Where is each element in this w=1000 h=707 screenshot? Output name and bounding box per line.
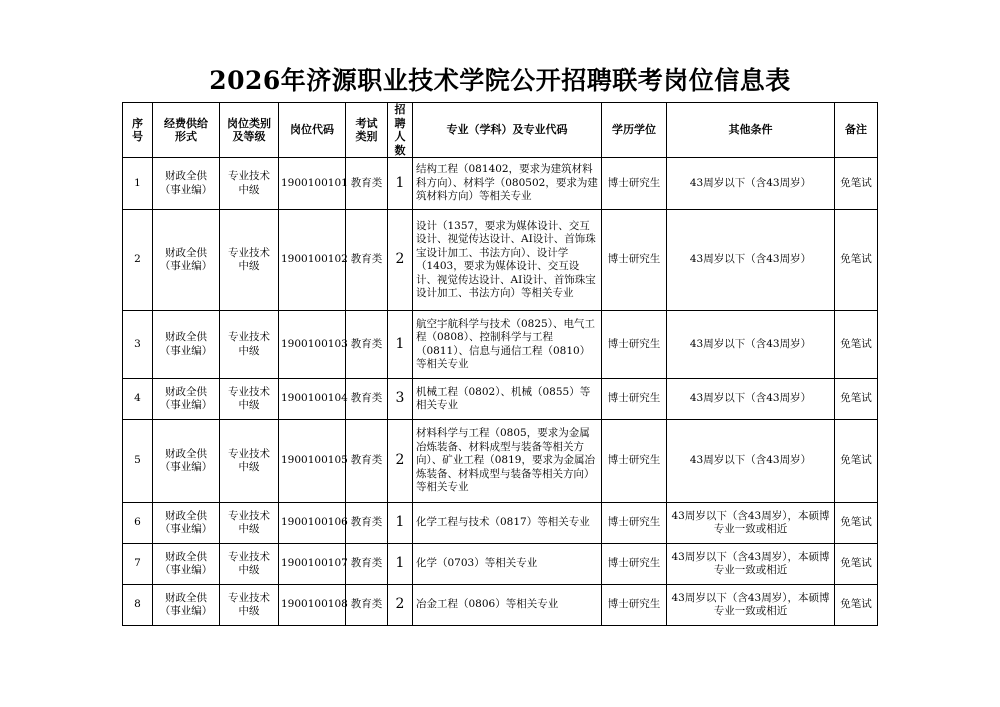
- cell-exam: 教育类: [346, 420, 388, 503]
- page-title: 2026年济源职业技术学院公开招聘联考岗位信息表: [209, 66, 791, 95]
- cell-degree: 博士研究生: [602, 311, 667, 379]
- cell-category: 专业技术 中级: [220, 158, 279, 210]
- position-table: [122, 102, 878, 626]
- cell-code: 1900100102: [279, 210, 346, 311]
- cell-other: 43周岁以下（含43周岁），本硕博专业一致或相近: [667, 503, 835, 544]
- cell-count: 1: [388, 158, 413, 210]
- header-row: [123, 103, 878, 158]
- cell-other: 43周岁以下（含43周岁），本硕博专业一致或相近: [667, 585, 835, 626]
- table-row: [123, 544, 878, 585]
- cell-degree: 博士研究生: [602, 585, 667, 626]
- cell-degree: 博士研究生: [602, 544, 667, 585]
- header-funding: 经费供给 形式: [153, 103, 220, 158]
- cell-other: 43周岁以下（含43周岁）: [667, 379, 835, 420]
- cell-major: 化学（0703）等相关专业: [413, 544, 602, 585]
- cell-count: 1: [388, 311, 413, 379]
- cell-funding: 财政全供 （事业编）: [153, 311, 220, 379]
- cell-exam: 教育类: [346, 379, 388, 420]
- cell-degree: 博士研究生: [602, 210, 667, 311]
- table-row: [123, 585, 878, 626]
- cell-count: 1: [388, 503, 413, 544]
- cell-category: 专业技术 中级: [220, 379, 279, 420]
- header-degree: 学历学位: [602, 103, 667, 158]
- cell-note: 免笔试: [835, 210, 878, 311]
- cell-category: 专业技术 中级: [220, 420, 279, 503]
- header-count: 招聘 人数: [388, 103, 413, 158]
- cell-note: 免笔试: [835, 544, 878, 585]
- cell-degree: 博士研究生: [602, 503, 667, 544]
- header-code: 岗位代码: [279, 103, 346, 158]
- cell-funding: 财政全供 （事业编）: [153, 210, 220, 311]
- cell-code: 1900100108: [279, 585, 346, 626]
- cell-note: 免笔试: [835, 420, 878, 503]
- cell-seq: 6: [123, 503, 153, 544]
- cell-category: 专业技术 中级: [220, 503, 279, 544]
- cell-funding: 财政全供 （事业编）: [153, 420, 220, 503]
- header-seq: 序 号: [123, 103, 153, 158]
- cell-exam: 教育类: [346, 210, 388, 311]
- cell-count: 1: [388, 544, 413, 585]
- cell-note: 免笔试: [835, 379, 878, 420]
- cell-count: 2: [388, 585, 413, 626]
- cell-code: 1900100107: [279, 544, 346, 585]
- cell-funding: 财政全供 （事业编）: [153, 158, 220, 210]
- cell-other: 43周岁以下（含43周岁），本硕博专业一致或相近: [667, 544, 835, 585]
- cell-exam: 教育类: [346, 544, 388, 585]
- cell-major: 机械工程（0802）、机械（0855）等 相关专业: [413, 379, 602, 420]
- cell-major: 航空宇航科学与技术（0825）、电气工程（0808）、控制科学与工程（0811）、信息与通信工程（0810）等相关专业: [413, 311, 602, 379]
- cell-seq: 5: [123, 420, 153, 503]
- cell-count: 2: [388, 420, 413, 503]
- cell-seq: 7: [123, 544, 153, 585]
- cell-degree: 博士研究生: [602, 379, 667, 420]
- cell-seq: 2: [123, 210, 153, 311]
- cell-seq: 4: [123, 379, 153, 420]
- cell-other: 43周岁以下（含43周岁）: [667, 420, 835, 503]
- cell-note: 免笔试: [835, 158, 878, 210]
- cell-exam: 教育类: [346, 158, 388, 210]
- cell-exam: 教育类: [346, 503, 388, 544]
- cell-major: 设计（1357，要求为媒体设计、交互设计、视觉传达设计、AI设计、首饰珠宝设计加工、书法方向）、设计学（1403，要求为媒体设计、交互设计、视觉传达设计、AI设计、首饰珠宝设计加工、书法方向）等相关专业: [413, 210, 602, 311]
- cell-exam: 教育类: [346, 311, 388, 379]
- cell-seq: 1: [123, 158, 153, 210]
- header-note: 备注: [835, 103, 878, 158]
- cell-category: 专业技术 中级: [220, 544, 279, 585]
- cell-seq: 8: [123, 585, 153, 626]
- cell-major: 冶金工程（0806）等相关专业: [413, 585, 602, 626]
- header-category: 岗位类别 及等级: [220, 103, 279, 158]
- header-other: 其他条件: [667, 103, 835, 158]
- cell-category: 专业技术 中级: [220, 311, 279, 379]
- cell-other: 43周岁以下（含43周岁）: [667, 158, 835, 210]
- cell-major: 化学工程与技术（0817）等相关专业: [413, 503, 602, 544]
- cell-major: 材料科学与工程（0805，要求为金属冶炼装备、材料成型与装备等相关方向）、矿业工程（0819，要求为金属冶炼装备、材料成型与装备等相关方向）等相关专业: [413, 420, 602, 503]
- cell-funding: 财政全供 （事业编）: [153, 503, 220, 544]
- cell-degree: 博士研究生: [602, 158, 667, 210]
- cell-category: 专业技术 中级: [220, 210, 279, 311]
- cell-funding: 财政全供 （事业编）: [153, 585, 220, 626]
- cell-code: 1900100104: [279, 379, 346, 420]
- cell-code: 1900100101: [279, 158, 346, 210]
- cell-other: 43周岁以下（含43周岁）: [667, 210, 835, 311]
- cell-major: 结构工程（081402，要求为建筑材料科方向）、材料学（080502，要求为建筑材料方向）等相关专业: [413, 158, 602, 210]
- cell-code: 1900100106: [279, 503, 346, 544]
- table-row: [123, 158, 878, 210]
- cell-funding: 财政全供 （事业编）: [153, 544, 220, 585]
- header-major: 专业（学科）及专业代码: [413, 103, 602, 158]
- cell-code: 1900100103: [279, 311, 346, 379]
- cell-count: 2: [388, 210, 413, 311]
- header-exam: 考试 类别: [346, 103, 388, 158]
- cell-note: 免笔试: [835, 311, 878, 379]
- cell-count: 3: [388, 379, 413, 420]
- cell-code: 1900100105: [279, 420, 346, 503]
- table-row: [123, 311, 878, 379]
- table-row: [123, 503, 878, 544]
- table-row: [123, 210, 878, 311]
- cell-exam: 教育类: [346, 585, 388, 626]
- cell-category: 专业技术 中级: [220, 585, 279, 626]
- cell-funding: 财政全供 （事业编）: [153, 379, 220, 420]
- cell-degree: 博士研究生: [602, 420, 667, 503]
- cell-note: 免笔试: [835, 585, 878, 626]
- cell-note: 免笔试: [835, 503, 878, 544]
- cell-other: 43周岁以下（含43周岁）: [667, 311, 835, 379]
- table-row: [123, 420, 878, 503]
- cell-seq: 3: [123, 311, 153, 379]
- table-row: [123, 379, 878, 420]
